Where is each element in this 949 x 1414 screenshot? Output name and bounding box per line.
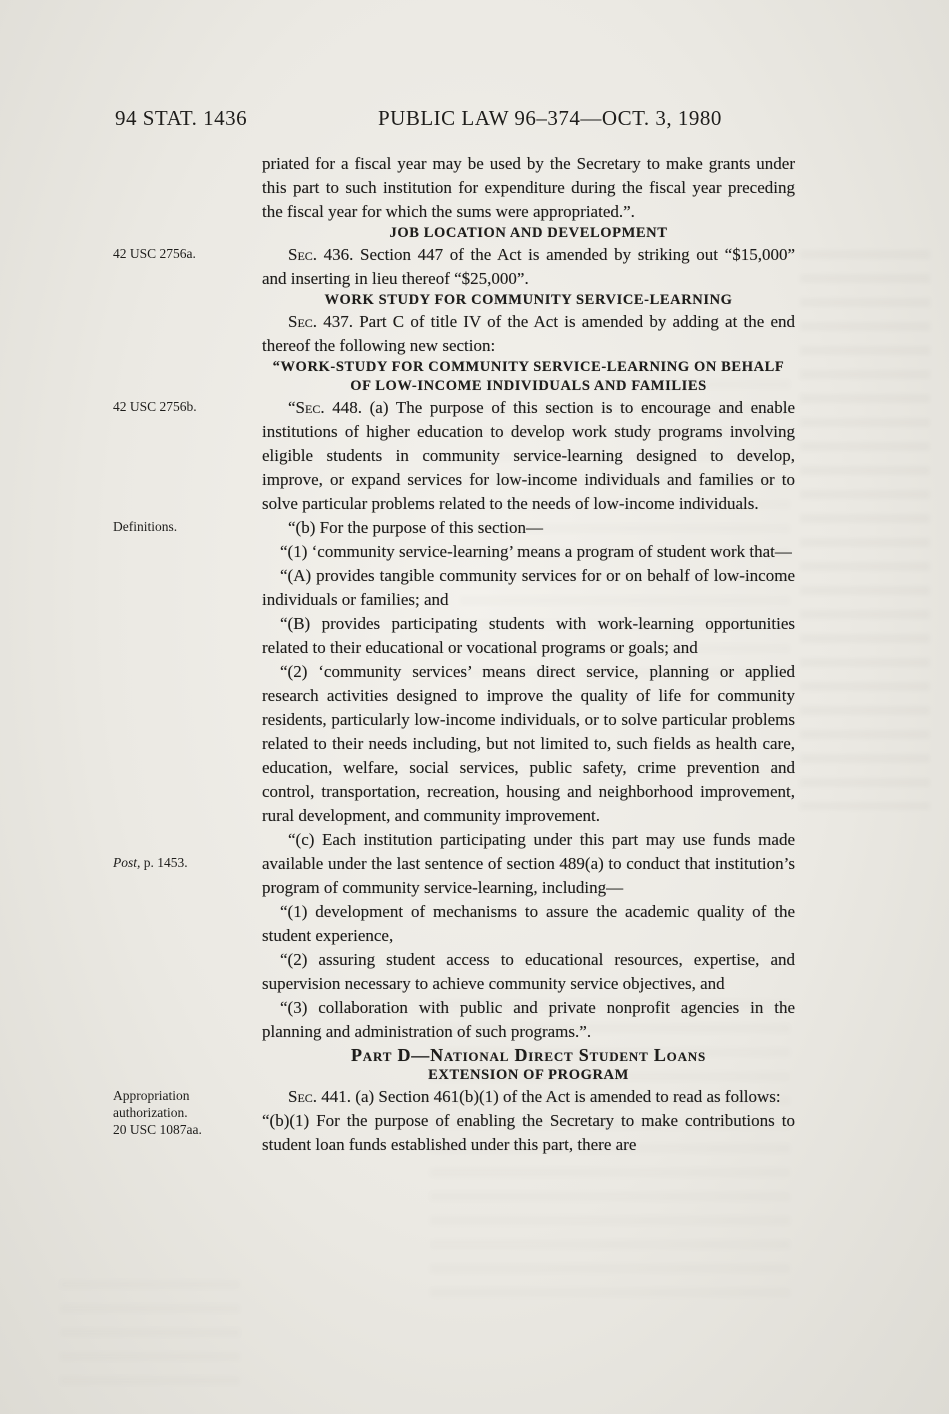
- section-text: (a) The purpose of this section is to encourage and enable institutions of higher education to develop work study programs involving eligible students in community service-learning designed to develop, improve, or expand services for low-income individuals and families or to solve particular problems related to the needs of low-income individuals.: [262, 398, 796, 513]
- clause-b-1-A: “(A) provides tangible community services for or on behalf of low-income individuals or families; and: [262, 566, 795, 609]
- margin-note-42-usc-2756a: 42 USC 2756a.: [113, 246, 196, 261]
- paragraph-b1-final: “(b)(1) For the purpose of enabling the Secretary to make contributions to student loan funds established under this part, there are: [262, 1111, 795, 1154]
- heading-part-d: Part D—National Direct Student Loans: [351, 1045, 706, 1065]
- subsection-text: “(b) For the purpose of this section—: [288, 518, 543, 537]
- heading-job-location: JOB LOCATION AND DEVELOPMENT: [389, 225, 668, 241]
- section-text: Section 447 of the Act is amended by striking out “$15,000” and inserting in lieu thereof “$25,000”.: [262, 245, 795, 288]
- clause-b-2: “(2) ‘community services’ means direct service, planning or applied research activities designed to improve the quality of life for community residents, particularly low-income individuals, or to solve particular problems related to their needs including, but not limited to, such fields as health care, education, welfare, social services, public safety, crime prevention and control, transportation, recreation, housing and neighborhood improvement, rural development, and community improvement.: [262, 662, 795, 825]
- paragraph-sec-437: [262, 310, 795, 358]
- appropriation-note-text: Appropriation authorization.: [113, 1088, 190, 1120]
- bleed-through-smudge: [60, 1280, 240, 1390]
- statute-page-number: 94 STAT. 1436: [115, 106, 248, 130]
- statute-text-column: [113, 152, 796, 1157]
- section-number: Sec. 441.: [288, 1087, 352, 1106]
- section-number: Sec. 436.: [288, 245, 354, 264]
- bleed-through-smudge: [800, 250, 930, 810]
- section-text: Part C of title IV of the Act is amended by adding at the end thereof the following new section:: [262, 312, 795, 355]
- clause-c-3: “(3) collaboration with public and private nonprofit agencies in the planning and administration of such programs.”.: [262, 998, 795, 1041]
- margin-note-definitions: Definitions.: [113, 519, 178, 534]
- clause-b-1: “(1) ‘community service-learning’ means a program of student work that—: [280, 542, 792, 561]
- margin-note-42-usc-2756b: 42 USC 2756b.: [113, 399, 197, 414]
- section-number: “Sec. 448.: [288, 398, 362, 417]
- post-reference-page: p. 1453.: [140, 855, 188, 870]
- margin-note-post-p-1453: [113, 854, 255, 871]
- paragraph-subsection-c: [113, 828, 795, 900]
- clause-c-2: “(2) assuring student access to educational resources, expertise, and supervision necessary to achieve community service objectives, and: [262, 950, 795, 993]
- paragraph-subsection-b: [113, 516, 795, 540]
- paragraph-continuation: priated for a fiscal year may be used by the Secretary to make grants under this part to such institution for expenditure during the fiscal year preceding the fiscal year for which the sums were appropriated.”.: [262, 154, 795, 221]
- margin-note-20-usc-1087aa: 20 USC 1087aa.: [113, 1122, 202, 1137]
- section-text: (a) Section 461(b)(1) of the Act is amended to read as follows:: [351, 1087, 781, 1106]
- section-number: Sec. 437.: [288, 312, 353, 331]
- paragraph-sec-448: [113, 396, 796, 516]
- paragraph-sec-436: [113, 243, 795, 291]
- heading-extension-of-program: EXTENSION OF PROGRAM: [428, 1067, 629, 1083]
- heading-quoted-work-study: “WORK-STUDY FOR COMMUNITY SERVICE-LEARNING ON BEHALF OF LOW-INCOME INDIVIDUALS AND FAMILIES: [272, 359, 785, 394]
- post-reference-italic: Post,: [113, 855, 141, 870]
- clause-c-1: “(1) development of mechanisms to assure the academic quality of the student experience,: [262, 902, 795, 945]
- heading-work-study: WORK STUDY FOR COMMUNITY SERVICE-LEARNING: [324, 292, 733, 308]
- public-law-header: PUBLIC LAW 96–374—OCT. 3, 1980: [378, 106, 722, 130]
- margin-note-appropriation: [113, 1087, 255, 1138]
- subsection-text: “(c) Each institution participating under this part may use funds made available under the last sentence of section 489(a) to conduct that institution’s program of community service-learning, including—: [262, 830, 795, 897]
- clause-b-1-B: “(B) provides participating students with work-learning opportunities related to their educational or vocational programs or goals; and: [262, 614, 795, 657]
